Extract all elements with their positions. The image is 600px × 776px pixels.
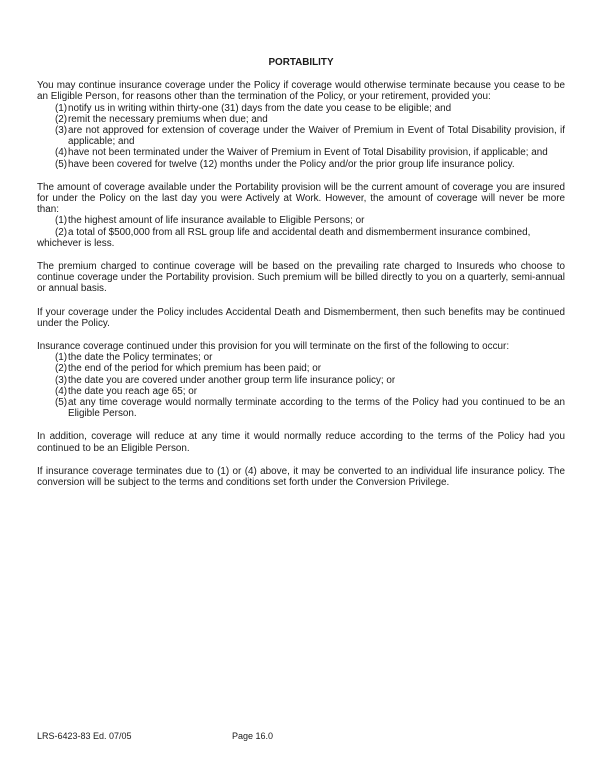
list-item-number: (1) xyxy=(55,102,68,114)
list-item-text: a total of $500,000 from all RSL group life and accidental death and dismemberment insurance combined, xyxy=(68,226,531,238)
list-item xyxy=(37,114,565,125)
list-item-text: are not approved for extension of coverage under the Waiver of Premium in Event of Total Disability provision, if applicable; and xyxy=(68,125,565,148)
paragraph-reduction: In addition, coverage will reduce at any time it would normally reduce according to the terms of the Policy had you continued to be an Eligible Person. xyxy=(37,431,565,454)
list-item-number: (2) xyxy=(55,113,68,125)
list-item-number: (2) xyxy=(55,363,68,375)
list-item-number: (5) xyxy=(55,158,68,170)
section-termination xyxy=(37,341,565,419)
list-item-text: at any time coverage would normally terminate according to the terms of the Policy had you continued to be an Eligible Person. xyxy=(68,397,565,420)
paragraph-termination-intro: Insurance coverage continued under this provision for you will terminate on the first of the following to occur: xyxy=(37,341,510,353)
list-item xyxy=(37,397,565,419)
list-item xyxy=(37,375,565,386)
list-item-text: the date the Policy terminates; or xyxy=(68,352,213,364)
section-coverage-amount xyxy=(37,182,565,249)
paragraph-coverage-amount-intro: The amount of coverage available under the Portability provision will be the current amount of coverage you are insured for under the Policy on the last day you were Actively at Work. However, the amount of coverage will never be more than: xyxy=(37,181,565,216)
list-item-number: (1) xyxy=(55,352,68,364)
list-item xyxy=(37,386,565,397)
list-item-text: the highest amount of life insurance available to Eligible Persons; or xyxy=(68,215,365,227)
section-add-benefits xyxy=(37,307,565,329)
list-item-number: (1) xyxy=(55,215,68,227)
page-footer xyxy=(0,731,600,743)
list-item-number: (4) xyxy=(55,385,68,397)
list-item-text: notify us in writing within thirty-one (31) days from the date you cease to be eligible; and xyxy=(68,102,452,114)
list-item-text: the end of the period for which premium has been paid; or xyxy=(68,363,322,375)
list-item xyxy=(37,147,565,158)
paragraph-premium: The premium charged to continue coverage will be based on the prevailing rate charged to Insureds who choose to continue coverage under the Portability provision. Such premium will be billed directly to you on a quarterly, semi-annual or annual basis. xyxy=(37,261,565,295)
page-title: PORTABILITY xyxy=(268,57,334,68)
section-reduction xyxy=(37,431,565,453)
list-item-text: have been covered for twelve (12) months under the Policy and/or the prior group life insurance policy. xyxy=(68,158,515,170)
paragraph-conversion: If insurance coverage terminates due to (1) or (4) above, it may be converted to an individual life insurance policy. The conversion will be subject to the terms and conditions set forth under the Conversion Privilege. xyxy=(37,465,565,489)
termination-conditions-list xyxy=(37,352,565,419)
list-item xyxy=(37,352,565,363)
document-content xyxy=(37,57,565,500)
list-item-text: the date you reach age 65; or xyxy=(68,385,198,397)
page-number: Page 16.0 xyxy=(232,731,274,741)
list-item-text: have not been terminated under the Waiver of Premium in Event of Total Disability provision, if applicable; and xyxy=(68,147,548,159)
list-item-number: (3) xyxy=(55,125,68,137)
list-item-number: (2) xyxy=(55,226,68,238)
paragraph-eligibility-intro: You may continue insurance coverage under the Policy if coverage would otherwise terminate because you cease to be an Eligible Person, for reasons other than the termination of the Policy, or your retirement, provided you: xyxy=(37,80,565,103)
document-code: LRS-6423-83 Ed. 07/05 xyxy=(37,731,132,741)
paragraph-coverage-amount-closing: whichever is less. xyxy=(37,237,115,249)
eligibility-conditions-list xyxy=(37,103,565,170)
list-item-number: (5) xyxy=(55,397,68,409)
list-item xyxy=(37,159,565,170)
paragraph-add-benefits: If your coverage under the Policy includes Accidental Death and Dismemberment, then such benefits may be continued under the Policy. xyxy=(37,306,565,329)
list-item-text: remit the necessary premiums when due; and xyxy=(68,113,268,125)
list-item-number: (4) xyxy=(55,147,68,159)
list-item xyxy=(37,125,565,147)
list-item xyxy=(37,103,565,114)
coverage-amount-list xyxy=(37,215,565,237)
section-premium xyxy=(37,261,565,295)
list-item xyxy=(37,227,565,238)
list-item xyxy=(37,363,565,374)
list-item xyxy=(37,215,565,226)
list-item-text: the date you are covered under another group term life insurance policy; or xyxy=(68,374,396,386)
list-item-number: (3) xyxy=(55,374,68,386)
section-eligibility xyxy=(37,80,565,170)
section-conversion xyxy=(37,466,565,488)
